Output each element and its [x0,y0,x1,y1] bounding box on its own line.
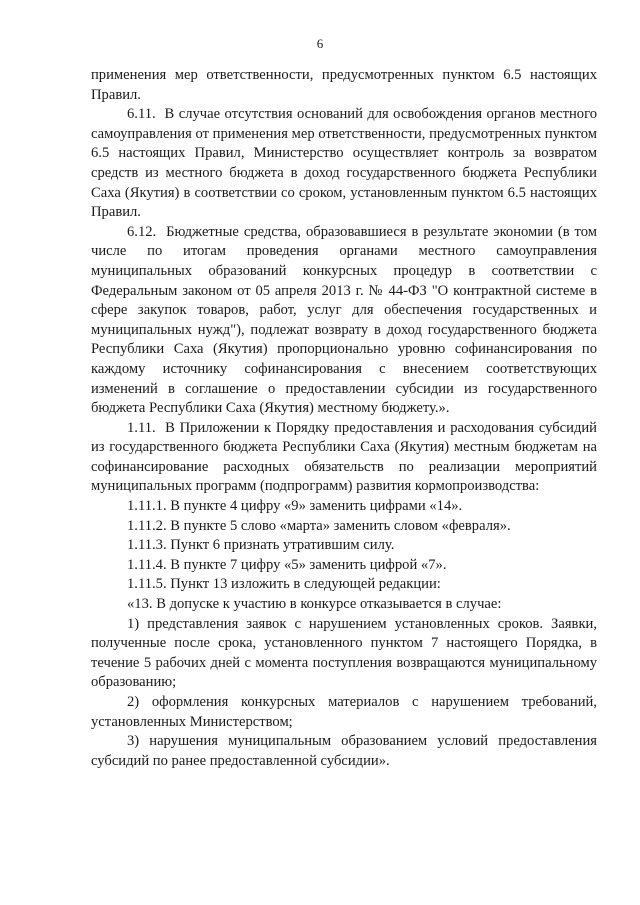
paragraph-1-11-2: 1.11.2. В пункте 5 слово «марта» заменить словом «февраля». [127,517,511,534]
list-item-3: 3) нарушения муниципальным образованием условий предоставления субсидий по ранее предоставленной субсидии». [91,733,597,769]
paragraph-1-11-1: 1.11.1. В пункте 4 цифру «9» заменить цифрами «14». [127,498,463,515]
paragraph-6-11: 6.11. В случае отсутствия оснований для освобождения органов местного самоуправления от применения мер ответственности, предусмотренных пунктом 6.5 настоящих Правил, Министерство осуществляет контроль за возвратом средств из местного бюджета в доход государственного бюджета Республики Саха (Якутия) в соответствии со сроком, установленным пунктом 6.5 настоящих Правил. [91,106,597,221]
list-item-2: 2) оформления конкурсных материалов с нарушением требований, установленных Министерством; [91,694,597,730]
paragraph-1-11-3: 1.11.3. Пункт 6 признать утратившим силу. [127,537,395,554]
paragraph-6-12: 6.12. Бюджетные средства, образовавшиеся в результате экономии (в том числе по итогам проведения органами местного самоуправления муниципальных образований конкурсных процедур в соответствии с Федеральным законом от 05 апреля 2013 г. № 44-ФЗ "О контрактной системе в сфере закупок товаров, работ, услуг для обеспечения государственных и муниципальных нужд"), подлежат возврату в доход государственного бюджета Республики Саха (Якутия) пропорционально уровню софинансирования по каждому источнику софинансирования с внесением соответствующих изменений в соглашение о предоставлении субсидии из государственного бюджета Республики Саха (Якутия) местному бюджету.». [91,223,597,417]
list-item-1: 1) представления заявок с нарушением установленных сроков. Заявки, полученные после срока, установленного пунктом 7 настоящего Порядка, в течение 5 рабочих дней с момента поступления возвращаются муниципальному образованию; [91,615,597,691]
paragraph-item-13: «13. В допуске к участию в конкурсе отказывается в случае: [127,596,502,613]
paragraph-1-11-5: 1.11.5. Пункт 13 изложить в следующей редакции: [127,576,441,593]
paragraph-1-11: 1.11. В Приложении к Порядку предоставления и расходования субсидий из государственного бюджета Республики Саха (Якутия) местным бюджетам на софинансирование расходных обязательств по реализации мероприятий муниципальных программ (подпрограмм) развития кормопроизводства: [91,419,597,495]
paragraph-1-11-4: 1.11.4. В пункте 7 цифру «5» заменить цифрой «7». [127,556,447,573]
page-number: 6 [316,36,324,51]
paragraph-continuation: применения мер ответственности, предусмотренных пунктом 6.5 настоящих Правил. [91,67,597,103]
document-body [91,66,597,771]
